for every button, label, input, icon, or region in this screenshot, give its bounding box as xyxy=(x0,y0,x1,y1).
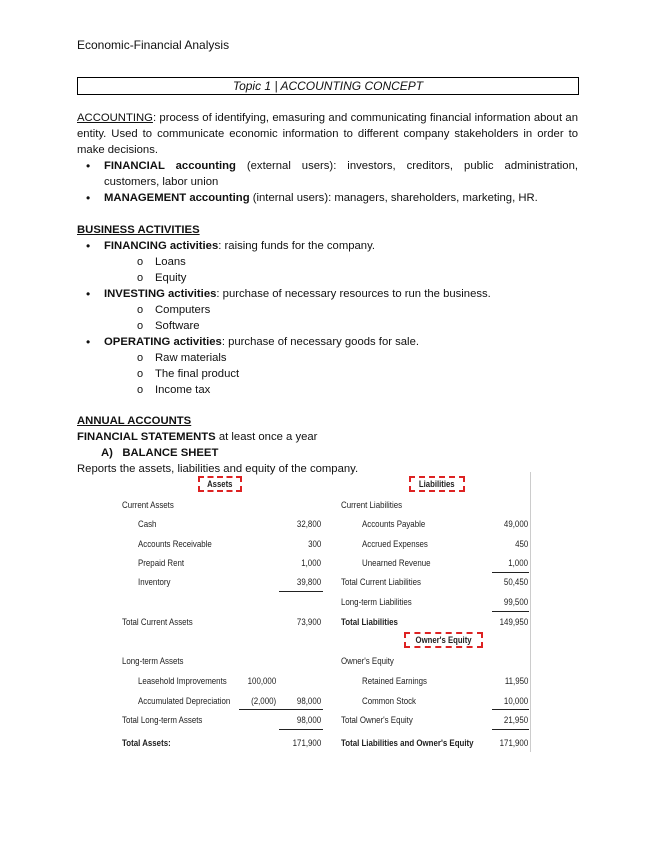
item-desc: (internal users): managers, shareholders, marketing, HR. xyxy=(249,192,538,204)
total-current-liabilities-label: Total Current Liabilities xyxy=(341,577,421,587)
retained-value: 11,950 xyxy=(504,676,528,686)
ar-value: 300 xyxy=(307,539,321,549)
total-lt-assets-value: 98,000 xyxy=(296,715,321,725)
list-item xyxy=(77,334,578,398)
item-desc: : purchase of necessary goods for sale. xyxy=(221,336,419,348)
rule xyxy=(279,591,323,592)
sub-list xyxy=(104,350,578,398)
tag-label: Assets xyxy=(207,479,233,489)
list-item xyxy=(77,158,578,190)
owners-equity-heading: Owner's Equity xyxy=(341,656,394,666)
sub-item: o Raw materials xyxy=(104,350,578,366)
item-desc: : purchase of necessary resources to run the business. xyxy=(216,288,491,300)
inventory-value: 39,800 xyxy=(296,577,321,587)
total-equity-value: 21,950 xyxy=(503,715,528,725)
rule xyxy=(492,572,529,573)
item-desc: (external users): investors, creditors, public administration, customers, labor union xyxy=(104,160,579,188)
sub-item: o Software xyxy=(104,318,578,334)
leasehold-value: 100,000 xyxy=(247,676,276,686)
current-assets-heading: Current Assets xyxy=(122,500,174,510)
unearned-value: 1,000 xyxy=(508,558,528,568)
accounting-term: ACCOUNTING xyxy=(77,112,153,124)
balance-sheet-heading: A) BALANCE SHEET xyxy=(101,447,219,459)
common-stock-value: 10,000 xyxy=(503,696,528,706)
rule xyxy=(279,729,323,730)
prepaid-label: Prepaid Rent xyxy=(138,558,185,568)
long-term-liabilities-label: Long-term Liabilities xyxy=(341,597,412,607)
ar-label: Accounts Receivable xyxy=(138,539,212,549)
leasehold-label: Leasehold Improvements xyxy=(138,676,227,686)
financial-statements-line xyxy=(77,429,578,445)
accrued-value: 450 xyxy=(514,539,528,549)
common-stock-label: Common Stock xyxy=(362,696,417,706)
total-liabilities-equity-value: 171,900 xyxy=(499,738,528,748)
tag-label: Liabilities xyxy=(418,479,455,489)
rule xyxy=(279,709,323,710)
list-item xyxy=(77,238,578,286)
item-name: MANAGEMENT accounting xyxy=(104,192,250,204)
total-assets-value: 171,900 xyxy=(292,738,321,748)
tag-label: Owner's Equity xyxy=(415,635,472,645)
total-equity-label: Total Owner's Equity xyxy=(341,715,413,725)
accounting-definition-text: : process of identifying, emasuring and communicating financial information about an entity. Used to communicate economic information to different company stakeholders in order to make decisions. xyxy=(77,112,578,156)
item-name: FINANCIAL accounting xyxy=(104,160,236,172)
rule xyxy=(239,709,279,710)
total-current-liabilities-value: 50,450 xyxy=(503,577,528,587)
total-lt-assets-label: Total Long-term Assets xyxy=(122,715,203,725)
sub-list xyxy=(104,302,578,334)
item-name: OPERATING activities xyxy=(104,336,222,348)
accrued-label: Accrued Expenses xyxy=(362,539,428,549)
long-term-liabilities-value: 99,500 xyxy=(503,597,528,607)
total-liabilities-value: 149,950 xyxy=(499,617,528,627)
assets-tag xyxy=(198,476,242,492)
document-body xyxy=(77,110,578,477)
balance-sheet-description: Reports the assets, liabilities and equity of the company. xyxy=(77,463,359,475)
depreciation-net-value: 98,000 xyxy=(296,696,321,706)
cash-label: Cash xyxy=(138,519,157,529)
business-activities-list xyxy=(77,238,578,398)
rule xyxy=(492,709,529,710)
owners-equity-tag xyxy=(404,632,483,648)
sub-item: o Income tax xyxy=(104,382,578,398)
sub-item: o Computers xyxy=(104,302,578,318)
business-activities-heading: BUSINESS ACTIVITIES xyxy=(77,224,200,236)
ap-label: Accounts Payable xyxy=(362,519,426,529)
depreciation-value: (2,000) xyxy=(250,696,276,706)
item-desc: : raising funds for the company. xyxy=(218,240,376,252)
fs-bold: FINANCIAL STATEMENTS xyxy=(77,431,216,443)
list-item xyxy=(77,286,578,334)
sub-item: o The final product xyxy=(104,366,578,382)
fs-rest: at least once a year xyxy=(215,431,318,443)
ap-value: 49,000 xyxy=(503,519,528,529)
total-liabilities-label: Total Liabilities xyxy=(341,617,398,627)
cash-value: 32,800 xyxy=(296,519,321,529)
unearned-label: Unearned Revenue xyxy=(362,558,431,568)
item-name: FINANCING activities xyxy=(104,240,219,252)
liabilities-tag xyxy=(409,476,465,492)
retained-label: Retained Earnings xyxy=(362,676,428,686)
balance-sheet xyxy=(108,472,532,755)
total-current-assets-value: 73,900 xyxy=(296,617,321,627)
divider xyxy=(530,472,531,752)
sub-item: o Loans xyxy=(104,254,578,270)
prepaid-value: 1,000 xyxy=(301,558,321,568)
list-item xyxy=(77,190,578,206)
topic-title-box: Topic 1 | ACCOUNTING CONCEPT xyxy=(77,77,579,95)
accounting-definition xyxy=(77,110,578,158)
depreciation-label: Accumulated Depreciation xyxy=(138,696,231,706)
sub-item: o Equity xyxy=(104,270,578,286)
inventory-label: Inventory xyxy=(138,577,171,587)
annual-accounts-heading: ANNUAL ACCOUNTS xyxy=(77,415,192,427)
accounting-types-list xyxy=(77,158,578,206)
rule xyxy=(492,611,529,612)
sub-list xyxy=(104,254,578,286)
current-liabilities-heading: Current Liabilities xyxy=(341,500,403,510)
item-name: INVESTING activities xyxy=(104,288,217,300)
long-term-assets-heading: Long-term Assets xyxy=(122,656,184,666)
document-header: Economic-Financial Analysis xyxy=(77,38,230,52)
total-assets-label: Total Assets: xyxy=(122,738,171,748)
total-current-assets-label: Total Current Assets xyxy=(122,617,193,627)
rule xyxy=(492,729,529,730)
total-liabilities-equity-label: Total Liabilities and Owner's Equity xyxy=(341,738,474,748)
